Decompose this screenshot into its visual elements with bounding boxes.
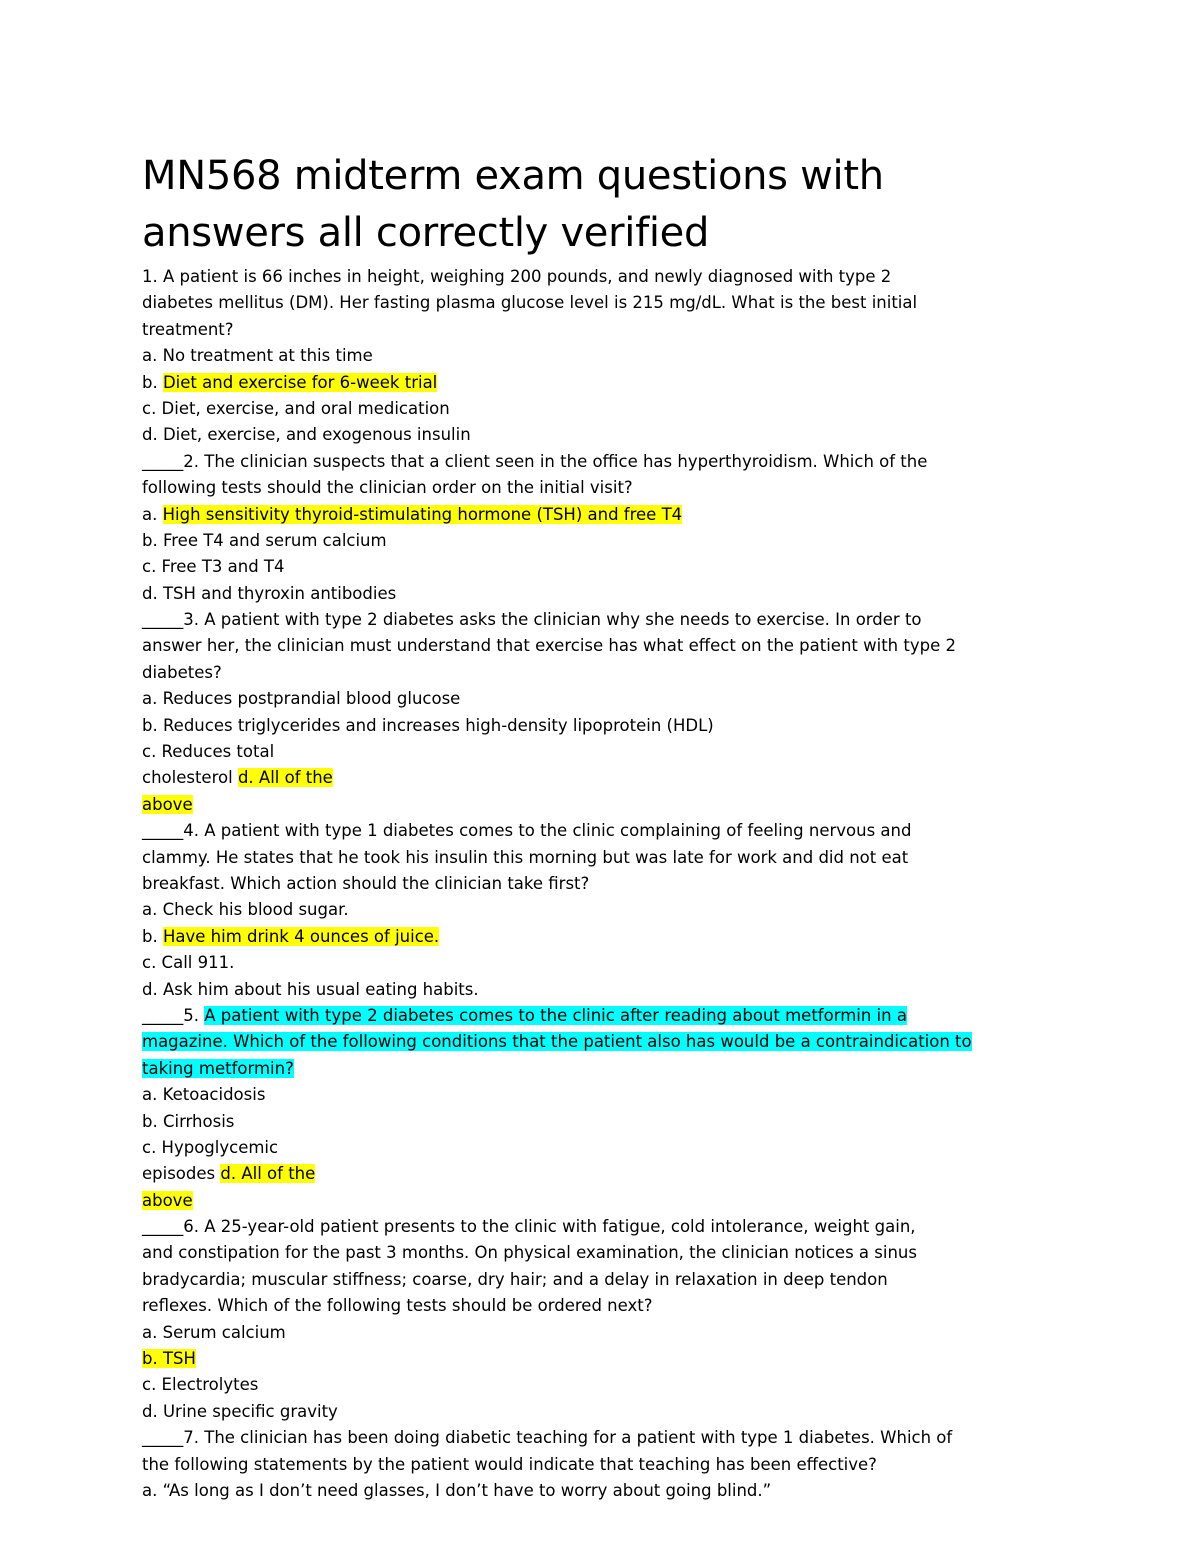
- option-a: a. No treatment at this time: [142, 346, 373, 366]
- highlighted-answer: d. All of the: [237, 768, 333, 788]
- question-text: 1. A patient is 66 inches in height, weighing 200 pounds, and newly diagnosed with type 2: [142, 267, 892, 286]
- option-d-continued: [142, 792, 1042, 818]
- highlighted-answer: above: [142, 794, 193, 814]
- highlighted-question: A patient with type 2 diabetes comes to the clinic after reading about metformin in a: [204, 1005, 907, 1025]
- question-text: diabetes?: [142, 662, 222, 682]
- highlighted-question: magazine. Which of the following conditions that the patient also has would be a contraindication to: [142, 1032, 972, 1052]
- option-d: d. Urine specific gravity: [142, 1401, 338, 1421]
- highlighted-answer: b. TSH: [142, 1349, 196, 1369]
- question-text: reflexes. Which of the following tests should be ordered next?: [142, 1296, 653, 1316]
- question-text: diabetes mellitus (DM). Her fasting plasma glucose level is 215 mg/dL. What is the best initial: [142, 293, 918, 313]
- option-label: b.: [142, 926, 163, 946]
- question-text: [142, 1056, 1042, 1082]
- option-d: d. Diet, exercise, and exogenous insulin: [142, 425, 471, 445]
- option-c: c. Call 911.: [142, 953, 235, 973]
- option-b: b. Free T4 and serum calcium: [142, 530, 387, 550]
- option-b: [142, 370, 1042, 396]
- question-text: _____6. A 25-year-old patient presents to the clinic with fatigue, cold intolerance, weight gain,: [142, 1217, 916, 1237]
- question-6: [142, 1214, 1042, 1425]
- option-a: [142, 502, 1042, 528]
- option-c: c. Free T3 and T4: [142, 557, 285, 577]
- question-text: _____3. A patient with type 2 diabetes asks the clinician why she needs to exercise. In order to: [142, 610, 922, 630]
- option-c: c. Hypoglycemic: [142, 1137, 279, 1157]
- document-title: [142, 148, 1042, 262]
- option-a: a. Reduces postprandial blood glucose: [142, 689, 461, 709]
- highlighted-answer: above: [142, 1190, 193, 1210]
- question-text: the following statements by the patient would indicate that teaching has been effective?: [142, 1454, 877, 1474]
- questions-list: [142, 264, 1042, 1504]
- question-3: [142, 607, 1042, 818]
- question-text: following tests should the clinician order on the initial visit?: [142, 478, 633, 498]
- question-text: _____4. A patient with type 1 diabetes comes to the clinic complaining of feeling nervous and: [142, 821, 912, 841]
- question-7: [142, 1425, 1042, 1504]
- option-d-continued: [142, 1188, 1042, 1214]
- option-b: [142, 1346, 1042, 1372]
- question-text: and constipation for the past 3 months. On physical examination, the clinician notices a sinus: [142, 1243, 917, 1263]
- question-1: [142, 264, 1042, 449]
- option-text: episodes: [142, 1164, 221, 1184]
- option-b: b. Reduces triglycerides and increases high-density lipoprotein (HDL): [142, 715, 714, 735]
- highlighted-question: taking metformin?: [142, 1058, 294, 1078]
- title-line-2: answers all correctly verified: [142, 210, 710, 256]
- option-a: a. Serum calcium: [142, 1322, 286, 1342]
- highlighted-answer: High sensitivity thyroid-stimulating hormone (TSH) and free T4: [162, 504, 683, 524]
- question-4: [142, 818, 1042, 1003]
- highlighted-answer: Diet and exercise for 6-week trial: [162, 372, 438, 392]
- document-page: [142, 148, 1042, 1504]
- question-text: bradycardia; muscular stiffness; coarse, dry hair; and a delay in relaxation in deep tendon: [142, 1269, 888, 1289]
- option-text: cholesterol: [142, 768, 238, 788]
- question-text: [142, 1029, 1042, 1055]
- option-label: a.: [142, 504, 163, 524]
- question-text: _____2. The clinician suspects that a client seen in the office has hyperthyroidism. Which of the: [142, 451, 928, 471]
- highlighted-answer: d. All of the: [220, 1164, 316, 1184]
- option-b: b. Cirrhosis: [142, 1111, 235, 1131]
- option-a: a. Check his blood sugar.: [142, 900, 349, 920]
- question-text: clammy. He states that he took his insulin this morning but was late for work and did not eat: [142, 847, 909, 867]
- option-c: c. Reduces total: [142, 742, 275, 762]
- option-d: d. Ask him about his usual eating habits.: [142, 979, 479, 999]
- question-number: _____5.: [142, 1005, 205, 1025]
- question-5: [142, 1003, 1042, 1214]
- question-text: breakfast. Which action should the clinician take first?: [142, 873, 590, 893]
- option-b: [142, 924, 1042, 950]
- question-text: answer her, the clinician must understand that exercise has what effect on the patient with type 2: [142, 636, 956, 656]
- question-text: treatment?: [142, 319, 234, 339]
- title-line-1: MN568 midterm exam questions with: [142, 153, 884, 199]
- option-c: c. Diet, exercise, and oral medication: [142, 398, 450, 418]
- highlighted-answer: Have him drink 4 ounces of juice.: [162, 926, 440, 946]
- option-c-continued: [142, 765, 1042, 791]
- option-c-continued: [142, 1161, 1042, 1187]
- option-a: a. “As long as I don’t need glasses, I don’t have to worry about going blind.”: [142, 1480, 772, 1500]
- question-text: _____7. The clinician has been doing diabetic teaching for a patient with type 1 diabetes. Which of: [142, 1428, 953, 1448]
- question-2: [142, 449, 1042, 607]
- option-label: b.: [142, 372, 163, 392]
- option-c: c. Electrolytes: [142, 1375, 259, 1395]
- option-a: a. Ketoacidosis: [142, 1085, 266, 1105]
- question-text: [142, 1003, 1042, 1029]
- option-d: d. TSH and thyroxin antibodies: [142, 583, 397, 603]
